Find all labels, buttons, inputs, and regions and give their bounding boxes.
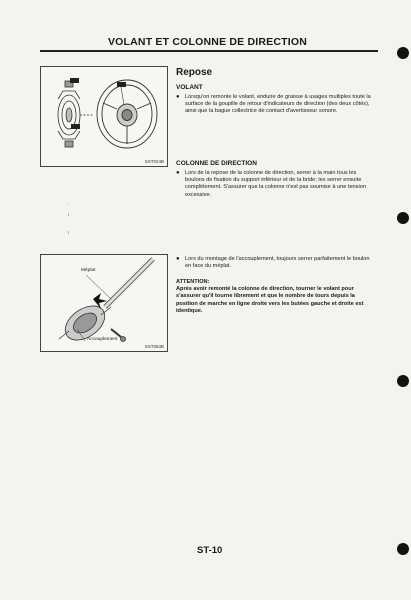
page-number: ST-10: [197, 545, 223, 556]
bullet-colonne-text: Lors de la repose de la colonne de direction, serrer à la main tous les boulons de fixation du support inférieur et de la bride; les serrer ensuite complètement. S'assurer que la colonne n'est pas soumise à une tension excessive.: [185, 170, 366, 198]
steering-wheel-illustration: [41, 67, 167, 166]
bullet-colonne: [176, 170, 377, 199]
margin-mark: ı: [68, 230, 70, 236]
punch-hole: [397, 212, 409, 224]
callout-coupling: Accouplement: [87, 337, 118, 342]
bullet-volant-text: Lorsqu'on remonte le volant, enduire de graisse à usages multiples toute la surface de la goupille de retour d'indicateurs de direction (des deux côtés), ainsi que la bague collectrice de contact d'avertisseur sonore.: [185, 94, 371, 115]
subheading-colonne: COLONNE DE DIRECTION: [176, 160, 257, 167]
punch-hole: [397, 375, 409, 387]
figure-code: SST053B: [144, 344, 164, 349]
steering-wheel-figure: [40, 66, 168, 167]
bullet-dot: ●: [176, 170, 180, 176]
punch-hole: [397, 543, 409, 555]
margin-mark: ·: [68, 201, 70, 207]
bullet-dot: ●: [176, 94, 180, 100]
bullet-volant: [176, 94, 377, 116]
bullet-accouplement: [176, 256, 377, 270]
attention-block: [176, 279, 376, 315]
coupling-figure: [40, 254, 168, 352]
bullet-dot: ●: [176, 256, 180, 262]
section-title-repose: Repose: [176, 67, 213, 78]
subheading-volant: VOLANT: [176, 84, 203, 91]
page-header-title: VOLANT ET COLONNE DE DIRECTION: [107, 36, 308, 48]
attention-heading: ATTENTION:: [176, 279, 210, 285]
header-rule: [40, 50, 378, 52]
figure-code: SST024B: [144, 159, 164, 164]
callout-flat: Méplat: [81, 268, 96, 273]
attention-text: Après avoir remonté la colonne de direction, tourner le volant pour s'assurer qu'il tourne librement et que le nombre de tours depuis la position de marche en ligne droite vers les butées gauche et droite est identique.: [176, 286, 364, 314]
margin-mark: ı: [68, 212, 70, 218]
bullet-accouplement-text: Lors du montage de l'accouplement, toujours serrer parfaitement le boulon en face du méplat.: [185, 256, 370, 270]
punch-hole: [397, 47, 409, 59]
